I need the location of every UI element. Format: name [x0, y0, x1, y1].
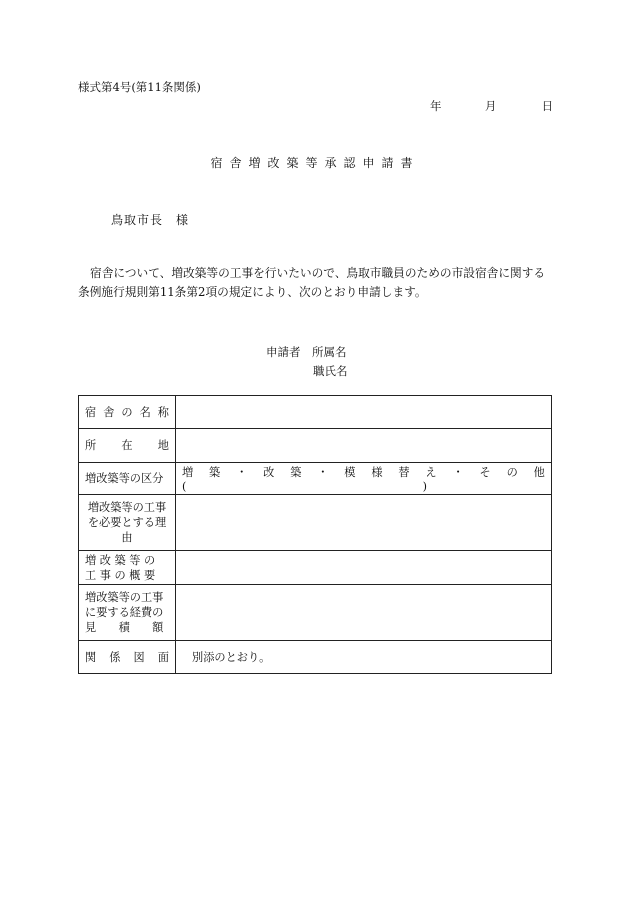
- form-number: 様式第4号(第11条関係): [78, 80, 201, 94]
- reason-label: 増改築等の工事 を必要とする理 由: [79, 495, 176, 551]
- table-row: [79, 396, 552, 429]
- document-title: 宿舎増改築等承認申請書: [210, 156, 420, 170]
- table-row: [79, 429, 552, 463]
- addressee: 鳥取市長 様: [111, 213, 190, 227]
- table-row: [79, 463, 552, 495]
- date-line: [430, 98, 553, 114]
- date-year: 年: [430, 99, 442, 113]
- body-text: [78, 264, 558, 302]
- overview-value[interactable]: [176, 551, 552, 585]
- body-line-1: 宿舎について、増改築等の工事を行いたいので、鳥取市職員のための市設宿舎に関する: [90, 266, 546, 280]
- category-label: 増改築等の区分: [85, 472, 164, 485]
- dormitory-name-value[interactable]: [176, 396, 552, 429]
- location-value[interactable]: [176, 429, 552, 463]
- drawings-label: 関 係 図 面: [85, 650, 169, 664]
- drawings-value: 別添のとおり。: [176, 641, 552, 674]
- affiliation-label: 所属名: [312, 345, 347, 359]
- estimate-label: 増改築等の工事 に要する経費の 見 積 額: [79, 585, 176, 641]
- dormitory-name-label: 宿舎の名称: [85, 405, 169, 419]
- date-day: 日: [541, 99, 554, 113]
- name-label: 職氏名: [313, 364, 348, 378]
- date-month: 月: [484, 99, 497, 113]
- body-line-2: 条例施行規則第11条第2項の規定により、次のとおり申請します。: [78, 285, 427, 299]
- table-row: [79, 641, 552, 674]
- category-options: 増 築 ・ 改 築 ・ 模 様 替 え ・ そ の 他: [182, 466, 545, 479]
- applicant-block: [266, 343, 348, 381]
- table-row: [79, 495, 552, 551]
- location-label: 所 在 地: [85, 439, 169, 452]
- table-row: [79, 585, 552, 641]
- reason-value[interactable]: [176, 495, 552, 551]
- category-other-paren: ( ): [182, 480, 427, 493]
- estimate-value[interactable]: [176, 585, 552, 641]
- application-table: [78, 395, 552, 674]
- table-row: [79, 551, 552, 585]
- applicant-label: 申請者: [266, 345, 301, 359]
- category-value[interactable]: [176, 463, 552, 495]
- overview-label: 増 改 築 等 の 工 事 の 概 要: [79, 551, 176, 585]
